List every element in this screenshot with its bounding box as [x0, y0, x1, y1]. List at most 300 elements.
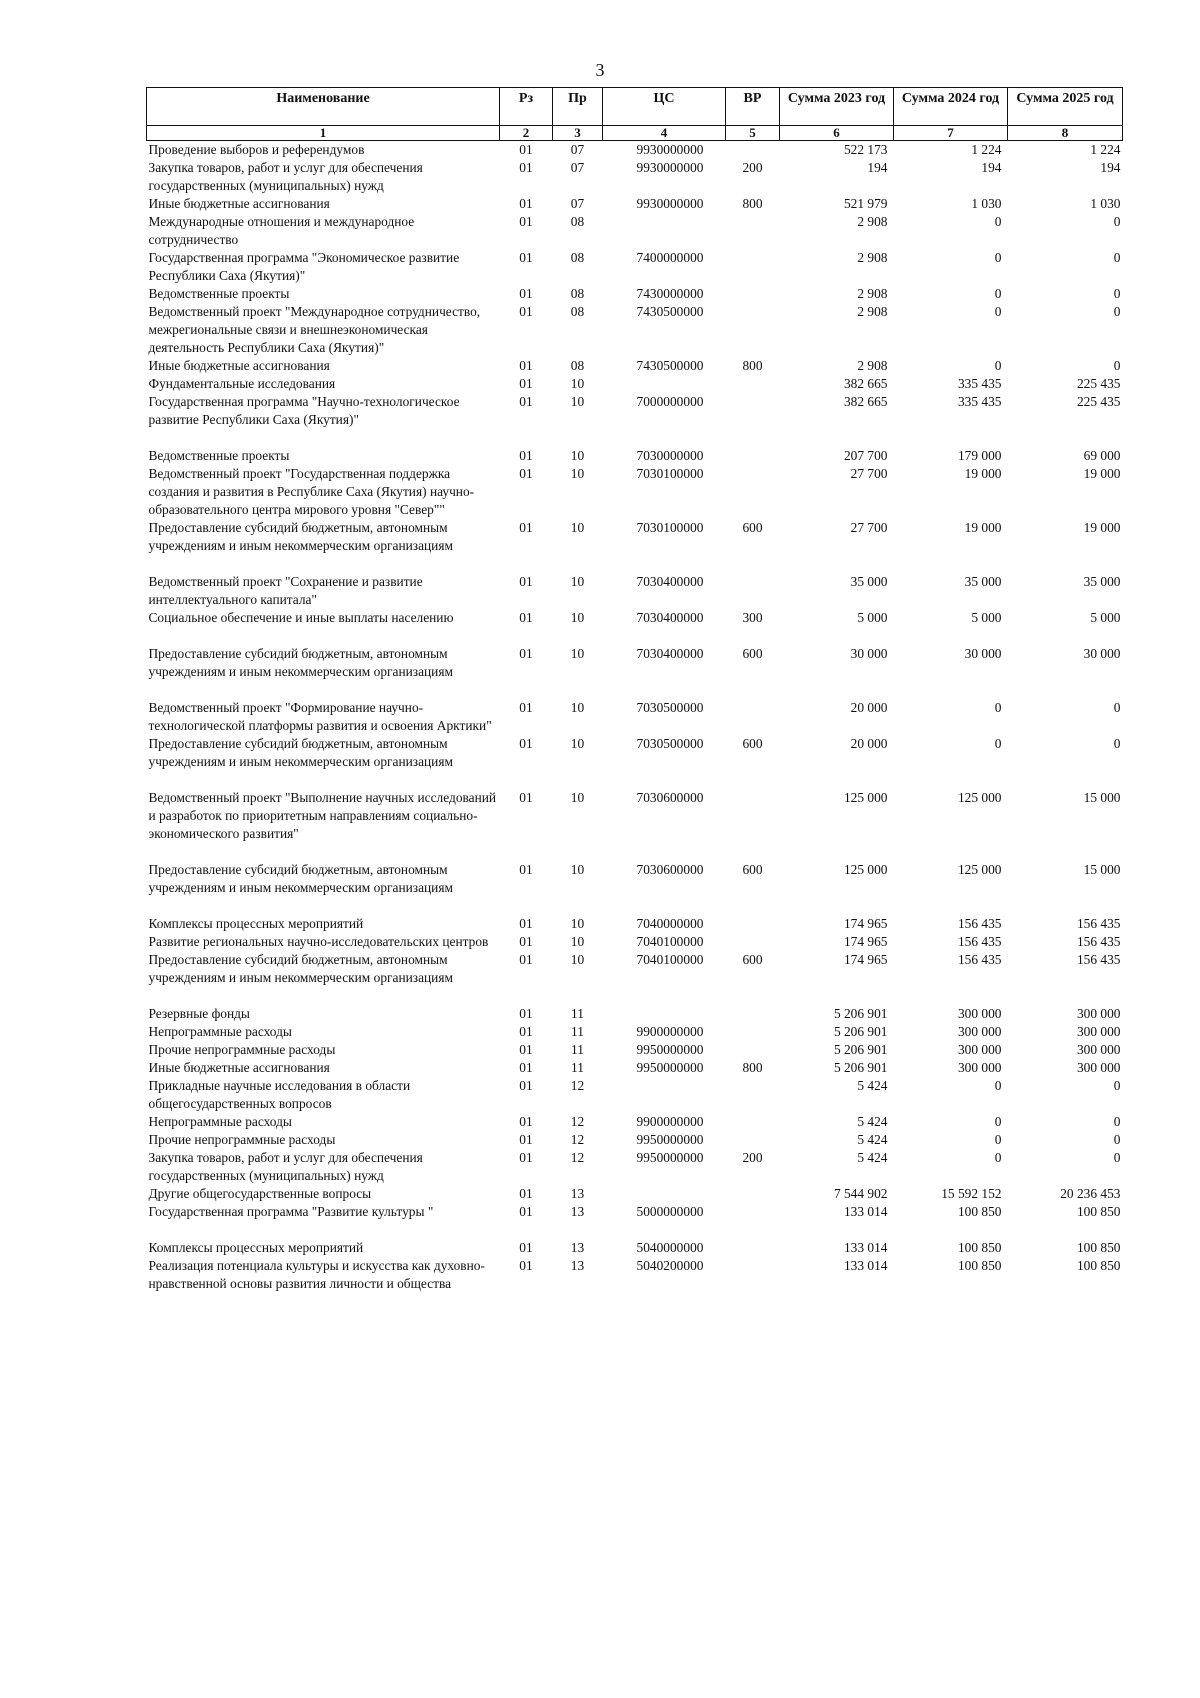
- row-rz: 01: [519, 520, 533, 535]
- row-sum-2025: 5 000: [1090, 610, 1121, 625]
- row-pr: 10: [570, 376, 585, 391]
- row-rz: 01: [519, 466, 533, 481]
- row-vr: [726, 1131, 780, 1149]
- row-vr: [726, 1023, 780, 1041]
- row-pr: 10: [570, 736, 585, 751]
- row-rz: 01: [519, 1060, 533, 1075]
- row-pr: 10: [570, 916, 585, 931]
- row-vr: [726, 1257, 780, 1293]
- row-vr: [726, 573, 780, 609]
- row-sum-2023: 522 173: [843, 142, 888, 157]
- table-row: [147, 861, 1123, 915]
- row-pr: 10: [570, 700, 585, 715]
- row-name: Развитие региональных научно-исследовательских центров: [148, 934, 489, 949]
- row-vr: [726, 1113, 780, 1131]
- row-sum-2024: 0: [994, 1150, 1002, 1165]
- table-row: [147, 1239, 1123, 1257]
- table-row: [147, 1257, 1123, 1293]
- row-vr: [726, 375, 780, 393]
- row-sum-2023: 125 000: [843, 790, 888, 805]
- table-row: [147, 1041, 1123, 1059]
- row-pr: 12: [570, 1150, 585, 1165]
- row-sum-2025: 194: [1100, 160, 1121, 175]
- row-rz: 01: [519, 358, 533, 373]
- column-number-row: [147, 126, 1123, 141]
- row-sum-2023: 5 424: [857, 1114, 888, 1129]
- table-row: [147, 1113, 1123, 1131]
- row-sum-2024: 19 000: [964, 466, 1002, 481]
- row-name: Ведомственный проект "Сохранение и развитие интеллектуального капитала": [148, 574, 423, 607]
- row-vr: 800: [742, 1060, 763, 1075]
- row-pr: 10: [570, 466, 585, 481]
- header-cs: ЦС: [603, 88, 726, 126]
- row-cs: 7030600000: [636, 790, 704, 805]
- table-row: [147, 249, 1123, 285]
- row-sum-2025: 0: [1113, 700, 1121, 715]
- row-rz: 01: [519, 250, 533, 265]
- row-sum-2024: 5 000: [971, 610, 1002, 625]
- row-rz: 01: [519, 160, 533, 175]
- table-row: [147, 447, 1123, 465]
- row-name: Ведомственный проект "Выполнение научных исследований и разработок по приоритетным направлениям социально-экономического развития": [148, 790, 497, 841]
- row-pr: 07: [570, 196, 585, 211]
- row-cs: 7040100000: [636, 934, 704, 949]
- row-pr: 10: [570, 394, 585, 409]
- row-rz: 01: [519, 142, 533, 157]
- table-row: [147, 735, 1123, 789]
- row-cs: 7430500000: [636, 358, 704, 373]
- row-pr: 10: [570, 448, 585, 463]
- row-vr: [726, 447, 780, 465]
- row-rz: 01: [519, 1186, 533, 1201]
- budget-table: [146, 87, 1123, 1293]
- row-pr: 08: [570, 286, 585, 301]
- row-rz: 01: [519, 1240, 533, 1255]
- row-sum-2025: 1 224: [1090, 142, 1121, 157]
- row-name: Предоставление субсидий бюджетным, автономным учреждениям и иным некоммерческим организациям: [148, 862, 453, 895]
- row-name: Ведомственный проект "Формирование научно-технологической платформы развития и освоения Арктики": [148, 700, 492, 733]
- row-sum-2023: 5 424: [857, 1078, 888, 1093]
- row-name: Иные бюджетные ассигнования: [148, 1060, 330, 1075]
- row-pr: 10: [570, 952, 585, 967]
- table-header-row: [147, 88, 1123, 126]
- row-sum-2025: 100 850: [1076, 1240, 1121, 1255]
- row-sum-2023: 27 700: [850, 520, 888, 535]
- row-cs: 9950000000: [636, 1150, 704, 1165]
- column-number: 3: [553, 126, 603, 141]
- row-rz: 01: [519, 196, 533, 211]
- row-name: Резервные фонды: [148, 1006, 250, 1021]
- row-sum-2024: 0: [994, 700, 1002, 715]
- row-sum-2023: 7 544 902: [833, 1186, 888, 1201]
- row-sum-2024: 0: [994, 1114, 1002, 1129]
- row-rz: 01: [519, 1006, 533, 1021]
- row-sum-2024: 0: [994, 736, 1002, 751]
- row-sum-2025: 35 000: [1083, 574, 1121, 589]
- row-sum-2024: 156 435: [957, 916, 1002, 931]
- row-sum-2024: 300 000: [957, 1024, 1002, 1039]
- row-cs: 5040200000: [636, 1258, 704, 1273]
- row-name: Ведомственные проекты: [148, 448, 290, 463]
- row-vr: [726, 789, 780, 861]
- row-vr: [726, 1203, 780, 1239]
- row-sum-2025: 300 000: [1076, 1024, 1121, 1039]
- row-pr: 08: [570, 304, 585, 319]
- row-sum-2024: 0: [994, 286, 1002, 301]
- row-cs: 7430000000: [636, 286, 704, 301]
- row-sum-2024: 1 030: [971, 196, 1002, 211]
- row-vr: 200: [742, 160, 763, 175]
- table-body: [147, 141, 1123, 1294]
- row-sum-2025: 156 435: [1076, 916, 1121, 931]
- row-name: Социальное обеспечение и иные выплаты населению: [148, 610, 454, 625]
- row-sum-2024: 179 000: [957, 448, 1002, 463]
- row-rz: 01: [519, 1024, 533, 1039]
- row-name: Ведомственный проект "Международное сотрудничество, межрегиональные связи и внешнеэкономическая деятельность Республики Саха (Якутия)": [148, 304, 481, 355]
- row-name: Прочие непрограммные расходы: [148, 1042, 336, 1057]
- row-sum-2023: 5 206 901: [833, 1042, 888, 1057]
- row-sum-2025: 300 000: [1076, 1006, 1121, 1021]
- row-cs: 7000000000: [636, 394, 704, 409]
- row-sum-2023: 5 424: [857, 1132, 888, 1147]
- header-pr: Пр: [553, 88, 603, 126]
- row-cs: [603, 213, 726, 249]
- row-sum-2023: 5 000: [857, 610, 888, 625]
- row-pr: 13: [570, 1186, 585, 1201]
- row-sum-2023: 2 908: [857, 358, 888, 373]
- row-sum-2023: 174 965: [843, 916, 888, 931]
- row-cs: 9950000000: [636, 1132, 704, 1147]
- table-row: [147, 303, 1123, 357]
- row-sum-2023: 133 014: [843, 1258, 888, 1273]
- row-sum-2024: 0: [994, 250, 1002, 265]
- row-sum-2025: 0: [1113, 1078, 1121, 1093]
- row-rz: 01: [519, 1150, 533, 1165]
- row-sum-2024: 300 000: [957, 1060, 1002, 1075]
- row-name: Предоставление субсидий бюджетным, автономным учреждениям и иным некоммерческим организациям: [148, 736, 453, 769]
- row-sum-2025: 0: [1113, 304, 1121, 319]
- header-name: Наименование: [147, 88, 500, 126]
- row-sum-2024: 15 592 152: [941, 1186, 1002, 1201]
- table-row: [147, 1077, 1123, 1113]
- row-rz: 01: [519, 610, 533, 625]
- row-rz: 01: [519, 376, 533, 391]
- row-name: Непрограммные расходы: [148, 1024, 292, 1039]
- column-number: 7: [894, 126, 1008, 141]
- row-rz: 01: [519, 700, 533, 715]
- row-rz: 01: [519, 646, 533, 661]
- row-name: Государственная программа "Научно-технологическое развитие Республики Саха (Якутия)": [148, 394, 460, 427]
- row-pr: 07: [570, 142, 585, 157]
- table-row: [147, 465, 1123, 519]
- row-rz: 01: [519, 862, 533, 877]
- row-sum-2023: 2 908: [857, 286, 888, 301]
- row-sum-2023: 174 965: [843, 952, 888, 967]
- row-cs: 7430500000: [636, 304, 704, 319]
- row-sum-2023: 174 965: [843, 934, 888, 949]
- page-number: 3: [595, 60, 605, 80]
- row-sum-2023: 382 665: [843, 376, 888, 391]
- header-sum-2025: Сумма 2025 год: [1008, 88, 1123, 126]
- table-row: [147, 573, 1123, 609]
- row-vr: [726, 933, 780, 951]
- row-sum-2023: 5 424: [857, 1150, 888, 1165]
- row-cs: [603, 1077, 726, 1113]
- row-sum-2025: 156 435: [1076, 952, 1121, 967]
- row-vr: [726, 915, 780, 933]
- table-row: [147, 609, 1123, 645]
- row-sum-2025: 19 000: [1083, 466, 1121, 481]
- table-row: [147, 393, 1123, 447]
- row-sum-2024: 194: [981, 160, 1002, 175]
- table-row: [147, 699, 1123, 735]
- row-name: Комплексы процессных мероприятий: [148, 916, 364, 931]
- row-pr: 10: [570, 610, 585, 625]
- row-sum-2023: 30 000: [850, 646, 888, 661]
- row-sum-2025: 15 000: [1083, 790, 1121, 805]
- row-sum-2023: 521 979: [843, 196, 888, 211]
- row-name: Иные бюджетные ассигнования: [148, 196, 330, 211]
- row-vr: 600: [742, 862, 763, 877]
- row-cs: [603, 375, 726, 393]
- row-sum-2024: 0: [994, 214, 1002, 229]
- table-row: [147, 1149, 1123, 1185]
- row-sum-2024: 100 850: [957, 1258, 1002, 1273]
- row-name: Прочие непрограммные расходы: [148, 1132, 336, 1147]
- row-sum-2023: 20 000: [850, 700, 888, 715]
- row-rz: 01: [519, 916, 533, 931]
- row-sum-2023: 5 206 901: [833, 1060, 888, 1075]
- row-vr: [726, 213, 780, 249]
- row-cs: [603, 1185, 726, 1203]
- row-pr: 08: [570, 214, 585, 229]
- row-name: Фундаментальные исследования: [148, 376, 336, 391]
- row-vr: [726, 1185, 780, 1203]
- row-name: Предоставление субсидий бюджетным, автономным учреждениям и иным некоммерческим организациям: [148, 952, 453, 985]
- row-sum-2024: 1 224: [971, 142, 1002, 157]
- row-sum-2025: 15 000: [1083, 862, 1121, 877]
- row-vr: [726, 1041, 780, 1059]
- row-sum-2023: 207 700: [843, 448, 888, 463]
- table-row: [147, 195, 1123, 213]
- row-cs: 7030000000: [636, 448, 704, 463]
- row-cs: 7030400000: [636, 574, 704, 589]
- row-pr: 12: [570, 1114, 585, 1129]
- row-vr: [726, 141, 780, 160]
- row-cs: 7040100000: [636, 952, 704, 967]
- table-row: [147, 519, 1123, 573]
- row-rz: 01: [519, 1258, 533, 1273]
- table-row: [147, 285, 1123, 303]
- row-cs: 9900000000: [636, 1024, 704, 1039]
- row-sum-2025: 19 000: [1083, 520, 1121, 535]
- table-row: [147, 375, 1123, 393]
- row-vr: [726, 249, 780, 285]
- row-sum-2025: 300 000: [1076, 1060, 1121, 1075]
- table-row: [147, 1059, 1123, 1077]
- row-sum-2024: 300 000: [957, 1042, 1002, 1057]
- row-sum-2024: 125 000: [957, 790, 1002, 805]
- row-pr: 11: [571, 1024, 584, 1039]
- row-sum-2023: 133 014: [843, 1204, 888, 1219]
- row-cs: 7030100000: [636, 520, 704, 535]
- row-vr: [726, 465, 780, 519]
- row-sum-2025: 100 850: [1076, 1204, 1121, 1219]
- row-sum-2025: 0: [1113, 214, 1121, 229]
- row-sum-2023: 35 000: [850, 574, 888, 589]
- row-vr: [726, 699, 780, 735]
- row-name: Проведение выборов и референдумов: [148, 142, 365, 157]
- row-pr: 07: [570, 160, 585, 175]
- row-pr: 11: [571, 1006, 584, 1021]
- row-pr: 08: [570, 358, 585, 373]
- row-name: Комплексы процессных мероприятий: [148, 1240, 364, 1255]
- row-vr: 600: [742, 646, 763, 661]
- row-name: Другие общегосударственные вопросы: [148, 1186, 372, 1201]
- row-pr: 11: [571, 1060, 584, 1075]
- row-sum-2023: 27 700: [850, 466, 888, 481]
- column-number: 5: [726, 126, 780, 141]
- row-pr: 10: [570, 646, 585, 661]
- header-vr: ВР: [726, 88, 780, 126]
- budget-table-container: [146, 87, 1122, 1293]
- row-vr: 600: [742, 952, 763, 967]
- row-name: Государственная программа "Экономическое развитие Республики Саха (Якутия)": [148, 250, 460, 283]
- row-pr: 12: [570, 1132, 585, 1147]
- header-sum-2024: Сумма 2024 год: [894, 88, 1008, 126]
- row-rz: 01: [519, 1078, 533, 1093]
- row-cs: 7030500000: [636, 700, 704, 715]
- header-sum-2023: Сумма 2023 год: [780, 88, 894, 126]
- row-name: Непрограммные расходы: [148, 1114, 292, 1129]
- row-sum-2025: 225 435: [1076, 394, 1121, 409]
- row-cs: 9950000000: [636, 1060, 704, 1075]
- row-sum-2024: 335 435: [957, 394, 1002, 409]
- row-sum-2023: 2 908: [857, 304, 888, 319]
- row-cs: 7400000000: [636, 250, 704, 265]
- row-sum-2025: 0: [1113, 1150, 1121, 1165]
- table-row: [147, 1023, 1123, 1041]
- row-cs: 5040000000: [636, 1240, 704, 1255]
- row-rz: 01: [519, 394, 533, 409]
- row-sum-2025: 1 030: [1090, 196, 1121, 211]
- row-sum-2025: 156 435: [1076, 934, 1121, 949]
- row-rz: 01: [519, 1132, 533, 1147]
- row-rz: 01: [519, 304, 533, 319]
- row-vr: 600: [742, 736, 763, 751]
- table-row: [147, 1131, 1123, 1149]
- row-name: Ведомственные проекты: [148, 286, 290, 301]
- column-number: 6: [780, 126, 894, 141]
- row-rz: 01: [519, 1114, 533, 1129]
- row-sum-2024: 156 435: [957, 934, 1002, 949]
- row-rz: 01: [519, 952, 533, 967]
- row-sum-2023: 2 908: [857, 250, 888, 265]
- row-vr: 800: [742, 196, 763, 211]
- table-row: [147, 213, 1123, 249]
- column-number: 2: [500, 126, 553, 141]
- row-cs: 7030400000: [636, 646, 704, 661]
- row-sum-2024: 0: [994, 304, 1002, 319]
- row-cs: 9930000000: [636, 196, 704, 211]
- row-vr: 200: [742, 1150, 763, 1165]
- row-name: Государственная программа "Развитие культуры ": [148, 1204, 434, 1219]
- table-row: [147, 951, 1123, 1005]
- row-vr: [726, 285, 780, 303]
- row-vr: [726, 1239, 780, 1257]
- column-number: 8: [1008, 126, 1123, 141]
- row-name: Предоставление субсидий бюджетным, автономным учреждениям и иным некоммерческим организациям: [148, 520, 453, 553]
- row-sum-2025: 100 850: [1076, 1258, 1121, 1273]
- table-row: [147, 915, 1123, 933]
- row-cs: 9900000000: [636, 1114, 704, 1129]
- row-sum-2025: 0: [1113, 286, 1121, 301]
- row-pr: 12: [570, 1078, 585, 1093]
- row-sum-2025: 20 236 453: [1060, 1186, 1121, 1201]
- row-sum-2025: 69 000: [1083, 448, 1121, 463]
- row-sum-2024: 156 435: [957, 952, 1002, 967]
- header-rz: Рз: [500, 88, 553, 126]
- row-sum-2024: 100 850: [957, 1240, 1002, 1255]
- row-sum-2024: 335 435: [957, 376, 1002, 391]
- row-sum-2024: 100 850: [957, 1204, 1002, 1219]
- row-sum-2025: 0: [1113, 358, 1121, 373]
- row-sum-2024: 0: [994, 1078, 1002, 1093]
- table-row: [147, 159, 1123, 195]
- row-rz: 01: [519, 1042, 533, 1057]
- row-vr: 800: [742, 358, 763, 373]
- row-rz: 01: [519, 790, 533, 805]
- row-sum-2025: 0: [1113, 250, 1121, 265]
- row-name: Международные отношения и международное сотрудничество: [148, 214, 415, 247]
- table-row: [147, 141, 1123, 160]
- row-cs: 7040000000: [636, 916, 704, 931]
- row-sum-2025: 300 000: [1076, 1042, 1121, 1057]
- row-sum-2023: 5 206 901: [833, 1006, 888, 1021]
- row-name: Предоставление субсидий бюджетным, автономным учреждениям и иным некоммерческим организациям: [148, 646, 453, 679]
- row-pr: 10: [570, 862, 585, 877]
- row-pr: 11: [571, 1042, 584, 1057]
- row-sum-2023: 2 908: [857, 214, 888, 229]
- row-name: Ведомственный проект "Государственная поддержка создания и развития в Республике Саха (Якутия) научно-образовательного центра мирового уровня "Север"": [148, 466, 475, 517]
- row-cs: 7030600000: [636, 862, 704, 877]
- row-name: Иные бюджетные ассигнования: [148, 358, 330, 373]
- row-name: Закупка товаров, работ и услуг для обеспечения государственных (муниципальных) нужд: [148, 160, 423, 193]
- row-pr: 10: [570, 574, 585, 589]
- row-rz: 01: [519, 574, 533, 589]
- row-sum-2024: 125 000: [957, 862, 1002, 877]
- row-sum-2025: 225 435: [1076, 376, 1121, 391]
- row-sum-2023: 5 206 901: [833, 1024, 888, 1039]
- row-vr: 300: [742, 610, 763, 625]
- row-rz: 01: [519, 448, 533, 463]
- row-sum-2024: 30 000: [964, 646, 1002, 661]
- row-name: Прикладные научные исследования в области общегосударственных вопросов: [148, 1078, 411, 1111]
- table-row: [147, 645, 1123, 699]
- row-sum-2025: 0: [1113, 1114, 1121, 1129]
- table-row: [147, 1005, 1123, 1023]
- row-rz: 01: [519, 736, 533, 751]
- row-sum-2023: 20 000: [850, 736, 888, 751]
- table-row: [147, 357, 1123, 375]
- column-number: 4: [603, 126, 726, 141]
- row-cs: 5000000000: [636, 1204, 704, 1219]
- row-rz: 01: [519, 286, 533, 301]
- row-sum-2024: 0: [994, 358, 1002, 373]
- table-row: [147, 1185, 1123, 1203]
- row-rz: 01: [519, 1204, 533, 1219]
- row-cs: 9930000000: [636, 160, 704, 175]
